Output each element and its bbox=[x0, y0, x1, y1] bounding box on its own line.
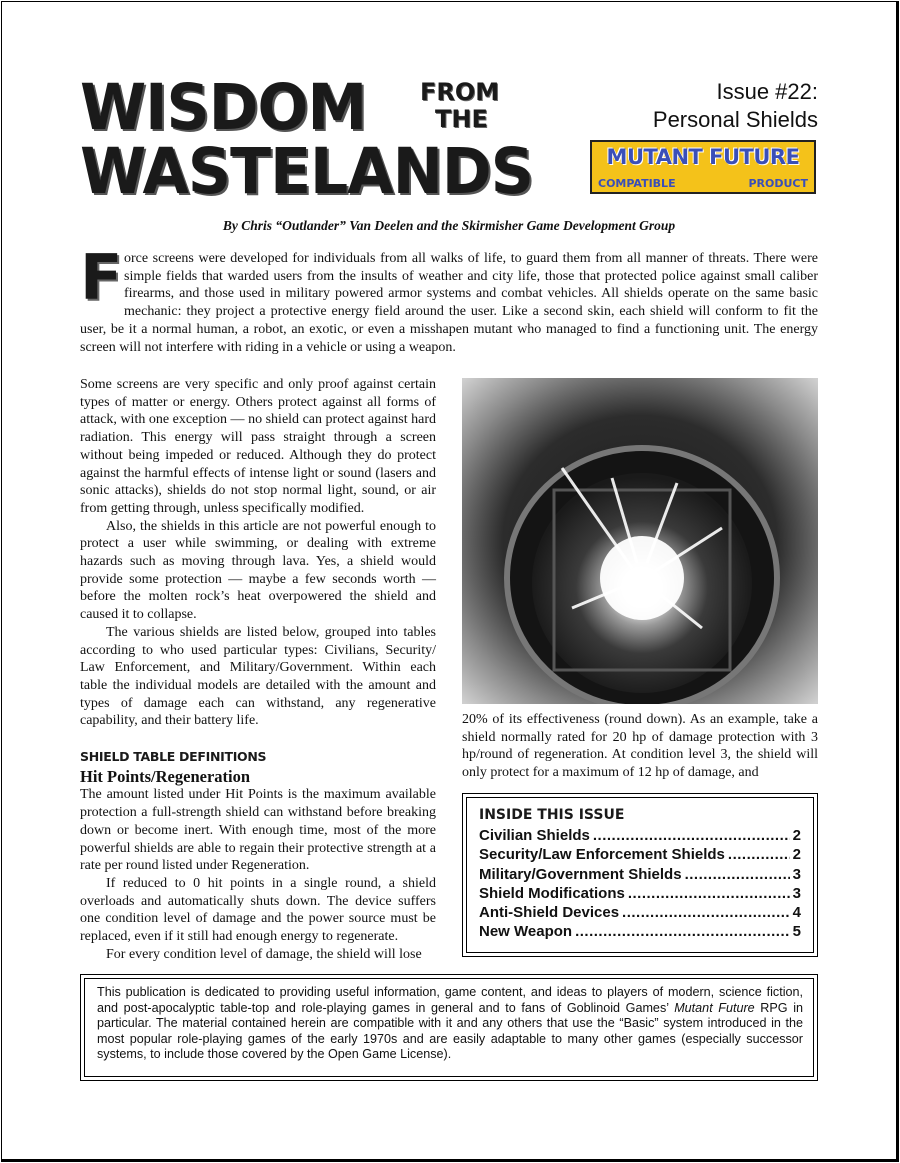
intro-paragraph bbox=[80, 241, 818, 356]
toc-item[interactable]: Security/Law Enforcement Shields ..... 2 bbox=[479, 846, 801, 865]
paragraph: Also, the shields in this article are not powerful enough to protect a user while swimming, or dealing with extreme hazards such as moving through lava. Yes, a shield would provide some protection — maybe a few seconds worth — before the molten rock’s heat overpowered the shield and caused it to collapse. bbox=[80, 518, 436, 623]
left-column bbox=[80, 376, 436, 964]
masthead bbox=[80, 70, 570, 209]
inside-this-issue-box bbox=[462, 793, 818, 957]
shield-illustration bbox=[462, 378, 818, 704]
issue-heading bbox=[653, 78, 818, 134]
paragraph: The amount listed under Hit Points is the maximum available protection a full-strength shield can withstand before breaking down or become inert. With enough time, most of the more powerful shields are able to regain their protective strength at a rate per round listed under Regeneration. bbox=[80, 787, 436, 874]
inside-title: INSIDE THIS ISSUE bbox=[479, 807, 625, 823]
issue-number: Issue #22: bbox=[716, 79, 818, 104]
paragraph: Some screens are very specific and only proof against certain types of matter or energy. Others protect against all forms of attack, with one exception — no shield can protect against hard radiation. This energy will pass straight through a screen without being impeded or reduced. Although they do protect against the harmful effects of intense light or sound (lasers and sonic attacks), shields do not stop normal light, sound, or air from getting through, unless specifically modified. bbox=[80, 377, 436, 516]
toc-item[interactable]: Military/Government Shields ..... 3 bbox=[479, 866, 801, 885]
paragraph: For every condition level of damage, the shield will lose bbox=[106, 946, 422, 962]
toc-item[interactable]: Anti-Shield Devices ..... 4 bbox=[479, 904, 801, 923]
logo-subtitle bbox=[598, 177, 808, 190]
masthead-from: FROM bbox=[420, 78, 500, 106]
publication-notice-box bbox=[80, 974, 818, 1081]
toc-item[interactable]: Civilian Shields ..... 2 bbox=[479, 827, 801, 846]
logo-product: PRODUCT bbox=[748, 177, 808, 190]
masthead-wastelands: WASTELANDS bbox=[80, 135, 533, 209]
mutant-future-logo bbox=[590, 140, 816, 194]
toc-item[interactable]: Shield Modifications ..... 3 bbox=[479, 885, 801, 904]
toc-item[interactable]: New Weapon ..... 5 bbox=[479, 923, 801, 942]
shield-illustration-svg bbox=[462, 378, 818, 704]
publication-notice: This publication is dedicated to providing useful information, game content, and ideas to players of modern, science fiction, and post-apocalyptic table-top and role-playing games in general and to fans of Goblinoid Games’ Mutant Future RPG in particular. The material contained herein are compatible with it and any others that use the “Basic” system introduced in the most popular role-playing games of the early 1970s and are easily adaptable to many other games (especially successor systems, to include those covered by the Open Game License). bbox=[97, 985, 804, 1061]
logo-name: MUTANT FUTURE bbox=[606, 145, 800, 169]
logo-compatible: COMPATIBLE bbox=[598, 177, 676, 190]
issue-title: Personal Shields bbox=[652, 107, 818, 132]
intro-text: orce screens were developed for individuals from all walks of life, to guard them from all manner of threats. There were simple fields that warded users from the insults of weather and city life, those that protected police against small caliber firearms, and those used in military powered armor systems and combat vehicles. All shields operate on the same basic mechanic: they project a protective energy field around the user. Like a second skin, each shield will conform to fit the user, be it a normal human, a robot, an exotic, or even a misshapen mutant who managed to find a functioning unit. The energy screen will not interfere with riding in a vehicle or using a weapon. bbox=[80, 251, 818, 355]
byline: By Chris “Outlander” Van Deelen and the Skirmisher Game Development Group bbox=[222, 218, 676, 233]
subheading: Hit Points/Regeneration bbox=[80, 766, 251, 786]
table-of-contents bbox=[479, 827, 801, 943]
right-column-text: 20% of its effectiveness (round down). As an example, take a shield normally rated for 20 hp of damage protection with 3 hp/round of regeneration. At condition level 3, the shield will only protect for a maximum of 12 hp of damage, and bbox=[462, 712, 818, 781]
paragraph: If reduced to 0 hit points in a single round, a shield overloads and automatically shuts down. The device suffers one condition level of damage and the power source must be replaced, even if it still had enough energy to regenerate. bbox=[80, 875, 436, 945]
drop-cap: F bbox=[80, 241, 123, 314]
masthead-wisdom: WISDOM bbox=[80, 71, 367, 145]
paragraph: The various shields are listed below, grouped into tables according to who used particular types: Civilians, Security/ Law Enforcement, and Military/Government. Within each table the individual models are detailed with the amount and types of damage each can withstand, any regenerative capability, and their battery life. bbox=[80, 624, 436, 729]
masthead-the: THE bbox=[435, 105, 488, 133]
section-heading: SHIELD TABLE DEFINITIONS bbox=[80, 749, 267, 765]
